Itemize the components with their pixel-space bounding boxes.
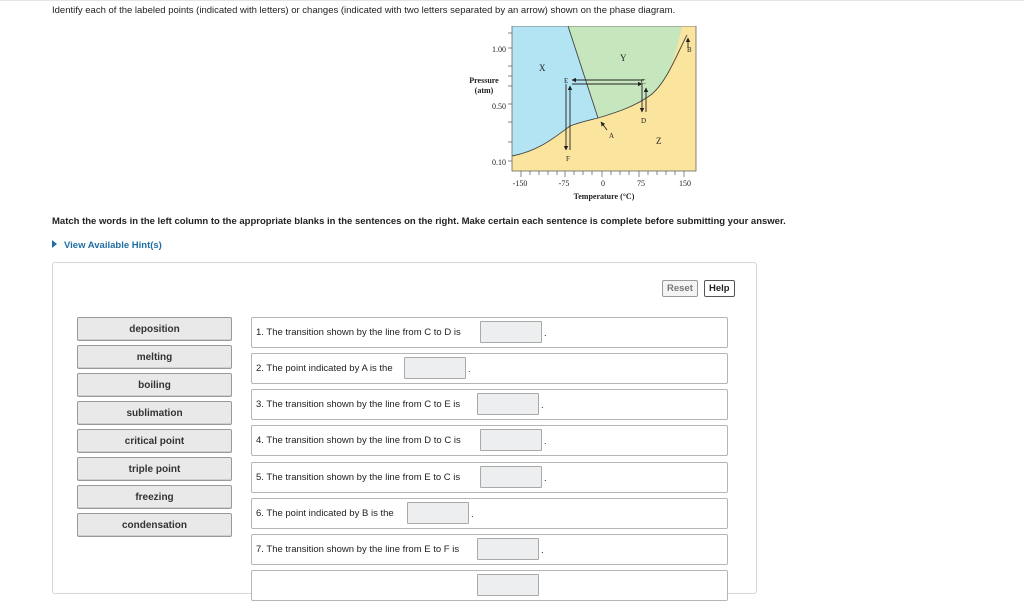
sentence-text: 5. The transition shown by the line from E to C is [256,472,461,483]
word-tile-critical-point[interactable]: critical point [77,429,232,453]
sentence-1 [251,317,728,348]
region-label-y: Y [620,53,627,63]
word-tile-deposition[interactable]: deposition [77,317,232,341]
sentence-period: . [541,400,544,411]
expand-triangle-icon [52,240,57,248]
sentence-period: . [544,473,547,484]
phase-diagram [462,26,712,206]
x-tick-4: 75 [637,179,645,188]
point-label-d: D [641,117,647,125]
sentence-period: . [544,328,547,339]
sentence-4 [251,425,728,456]
point-label-f: F [566,155,570,163]
point-label-b: B [687,46,692,54]
answer-blank-5[interactable] [480,466,542,488]
instructions-text: Identify each of the labeled points (indicated with letters) or changes (indicated with two letters separated by an arrow) shown on the phase diagram. [52,5,676,16]
point-label-a: A [609,132,615,140]
top-divider [0,0,1024,1]
x-axis-label: Temperature (°C) [573,192,635,201]
sentence-text: 3. The transition shown by the line from C to E is [256,399,461,410]
x-tick-3: 0 [601,179,605,188]
word-tile-freezing[interactable]: freezing [77,485,232,509]
answer-blank-1[interactable] [480,321,542,343]
sentence-2 [251,353,728,384]
region-label-x: X [539,63,546,73]
sentence-8-partial [251,570,728,601]
sentence-period: . [544,436,547,447]
word-tile-boiling[interactable]: boiling [77,373,232,397]
sentence-3 [251,389,728,420]
reset-button[interactable]: Reset [662,280,698,297]
point-label-e: E [564,77,569,85]
sentence-7 [251,534,728,565]
y-tick-1: 1.00 [492,45,506,54]
sentence-text: 6. The point indicated by B is the [256,508,394,519]
sentence-period: . [471,509,474,520]
y-tick-2: 0.50 [492,102,506,111]
view-hints-link[interactable] [52,240,162,251]
answer-blank-2[interactable] [404,357,466,379]
word-tile-triple-point[interactable]: triple point [77,457,232,481]
y-tick-3: 0.10 [492,158,506,167]
sentence-text: 1. The transition shown by the line from C to D is [256,327,461,338]
sentence-5 [251,462,728,493]
hint-label: View Available Hint(s) [64,240,162,251]
word-tile-sublimation[interactable]: sublimation [77,401,232,425]
answer-blank-7[interactable] [477,538,539,560]
sentence-period: . [541,545,544,556]
word-tile-melting[interactable]: melting [77,345,232,369]
point-label-c: C [641,78,646,86]
sentence-text: 7. The transition shown by the line from E to F is [256,544,460,555]
x-tick-1: -150 [512,179,528,188]
x-tick-5: 150 [679,179,691,188]
answer-blank-4[interactable] [480,429,542,451]
sentence-text: 2. The point indicated by A is the [256,363,393,374]
y-axis-label-line1: Pressure [469,76,499,85]
word-tile-condensation[interactable]: condensation [77,513,232,537]
region-label-z: Z [656,136,662,146]
answer-blank-3[interactable] [477,393,539,415]
sentence-text: 4. The transition shown by the line from D to C is [256,435,461,446]
sentence-6 [251,498,728,529]
answer-blank-8[interactable] [477,574,539,596]
help-button[interactable]: Help [704,280,735,297]
y-axis-label-line2: (atm) [474,86,494,95]
sentence-period: . [468,364,471,375]
match-instructions: Match the words in the left column to the appropriate blanks in the sentences on the right. Make certain each sentence is complete before submitting your answer. [52,216,786,227]
answer-blank-6[interactable] [407,502,469,524]
x-tick-2: -75 [558,179,570,188]
